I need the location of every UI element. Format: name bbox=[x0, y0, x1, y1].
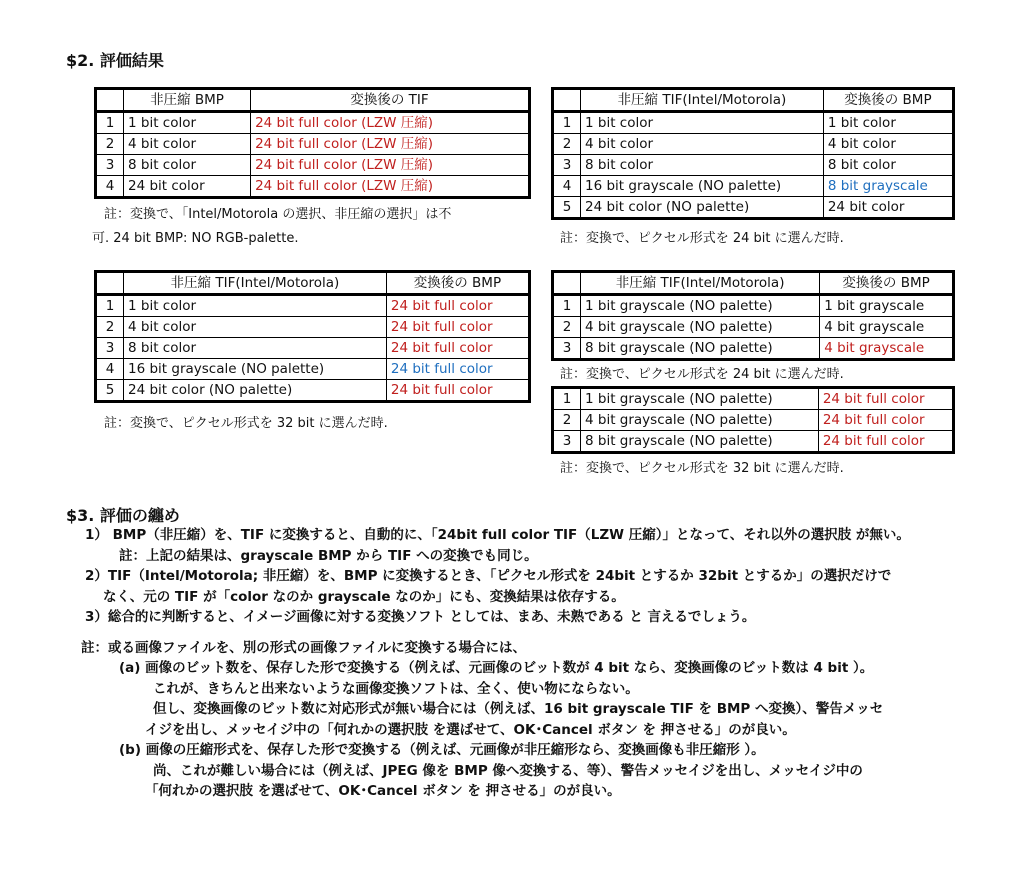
column-header: 非圧縮 TIF(Intel/Motorola) bbox=[581, 272, 820, 295]
table-row: 2 4 bit color 4 bit color bbox=[553, 134, 954, 155]
table-row: 3 8 bit grayscale (NO palette) 24 bit full color bbox=[553, 431, 954, 453]
summary-note: 註：或る画像ファイルを、別の形式の画像ファイルに変換する場合には、 bbox=[81, 639, 526, 656]
summary-line: 3）総合的に判断すると、イメージ画像に対する変換ソフト としては、まあ、未熟である と 言えるでしょう。 bbox=[85, 609, 756, 625]
table-header-row bbox=[96, 272, 530, 295]
summary-line: (a) 画像のビット数を、保存した形で変換する（例えば、元画像のビット数が 4 bit なら、変換画像のビット数は 4 bit ）。 bbox=[119, 660, 874, 676]
table-row: 4 16 bit grayscale (NO palette) 24 bit full color bbox=[96, 359, 530, 380]
table-row: 2 4 bit grayscale (NO palette) 24 bit full color bbox=[553, 410, 954, 431]
summary-line: これが、きちんと出来ないような画像変換ソフトは、全く、使い物にならない。 bbox=[153, 680, 639, 697]
table-note: 註：変換で、ピクセル形式を 24 bit に選んだ時. bbox=[560, 367, 844, 382]
table-note: 註：変換で、ピクセル形式を 32 bit に選んだ時. bbox=[104, 416, 388, 431]
table-row: 1 1 bit grayscale (NO palette) 1 bit grayscale bbox=[553, 295, 954, 317]
summary-line: 尚、これが難しい場合には（例えば、JPEG 像を BMP 像へ変換する、等）、警告メッセイジを出し、メッセイジ中の bbox=[153, 762, 863, 779]
table-note: 註：変換で、ピクセル形式を 32 bit に選んだ時. bbox=[560, 461, 844, 476]
table-note: 可. 24 bit BMP: NO RGB-palette. bbox=[92, 231, 299, 246]
summary-text bbox=[81, 525, 910, 802]
summary-line: 註：上記の結果は、grayscale BMP から TIF への変換でも同じ。 bbox=[119, 547, 538, 564]
table-note: 註：変換で、「Intel/Motorola の選択、非圧縮の選択」は不 bbox=[104, 207, 452, 222]
table-row: 1 1 bit color 24 bit full color (LZW 圧縮) bbox=[96, 112, 530, 134]
table-bmp-to-tif bbox=[94, 87, 531, 199]
summary-line: (b) 画像の圧縮形式を、保存した形で変換する（例えば、元画像が非圧縮形なら、変換画像も非圧縮形 ）。 bbox=[119, 742, 765, 758]
table-row: 2 4 bit color 24 bit full color bbox=[96, 317, 530, 338]
column-header: 変換後の BMP bbox=[823, 89, 953, 112]
column-header: 変換後の BMP bbox=[386, 272, 529, 295]
table-grayscale-tif-to-bmp-32bit bbox=[551, 386, 955, 454]
summary-line: 1） BMP（非圧縮）を、TIF に変換すると、自動的に、「24bit full color TIF（LZW 圧縮）」となって、それ以外の選択肢 が無い。 bbox=[85, 527, 910, 543]
table-row: 3 8 bit color 24 bit full color (LZW 圧縮) bbox=[96, 155, 530, 176]
table-tif-to-bmp-32bit bbox=[94, 270, 531, 403]
table-row: 4 16 bit grayscale (NO palette) 8 bit grayscale bbox=[553, 176, 954, 197]
column-header: 非圧縮 TIF(Intel/Motorola) bbox=[124, 272, 387, 295]
table-row: 4 24 bit color 24 bit full color (LZW 圧縮) bbox=[96, 176, 530, 198]
summary-line: イジを出し、メッセイジ中の「何れかの選択肢 を選ばせて、OK･Cancel ボタン を 押させる」のが良い。 bbox=[145, 721, 796, 738]
column-header: 変換後の BMP bbox=[820, 272, 954, 295]
summary-line: 2）TIF（Intel/Motorola; 非圧縮）を、BMP に変換するとき、「ピクセル形式を 24bit とするか 32bit とするか」の選択だけで bbox=[85, 568, 892, 584]
table-header-row bbox=[96, 89, 530, 112]
summary-line: 但し、変換画像のビット数に対応形式が無い場合には（例えば、16 bit grayscale TIF を BMP へ変換）、警告メッセ bbox=[153, 701, 884, 717]
table-header-row bbox=[553, 89, 954, 112]
table-row: 2 4 bit grayscale (NO palette) 4 bit grayscale bbox=[553, 317, 954, 338]
table-row: 2 4 bit color 24 bit full color (LZW 圧縮) bbox=[96, 134, 530, 155]
section3-title: $3. 評価の纏め bbox=[66, 506, 180, 525]
table-tif-to-bmp-24bit bbox=[551, 87, 955, 220]
section2-title: $2. 評価結果 bbox=[66, 51, 164, 70]
table-header-row bbox=[553, 272, 954, 295]
table-row: 3 8 bit color 8 bit color bbox=[553, 155, 954, 176]
column-header: 非圧縮 TIF(Intel/Motorola) bbox=[581, 89, 824, 112]
table-grayscale-tif-to-bmp-24bit bbox=[551, 270, 955, 361]
summary-line: 「何れかの選択肢 を選ばせて、OK･Cancel ボタン を 押させる」のが良い。 bbox=[145, 783, 621, 799]
table-row: 3 8 bit color 24 bit full color bbox=[96, 338, 530, 359]
column-header: 非圧縮 BMP bbox=[124, 89, 251, 112]
table-row: 3 8 bit grayscale (NO palette) 4 bit grayscale bbox=[553, 338, 954, 360]
summary-line: なく、元の TIF が「color なのか grayscale なのか」にも、変換結果は依存する。 bbox=[103, 588, 625, 605]
table-row: 5 24 bit color (NO palette) 24 bit full color bbox=[96, 380, 530, 402]
column-header: 変換後の TIF bbox=[251, 89, 530, 112]
table-row: 5 24 bit color (NO palette) 24 bit color bbox=[553, 197, 954, 219]
table-note: 註：変換で、ピクセル形式を 24 bit に選んだ時. bbox=[560, 231, 844, 246]
table-row: 1 1 bit color 1 bit color bbox=[553, 112, 954, 134]
table-row: 1 1 bit color 24 bit full color bbox=[96, 295, 530, 317]
table-row: 1 1 bit grayscale (NO palette) 24 bit full color bbox=[553, 388, 954, 410]
